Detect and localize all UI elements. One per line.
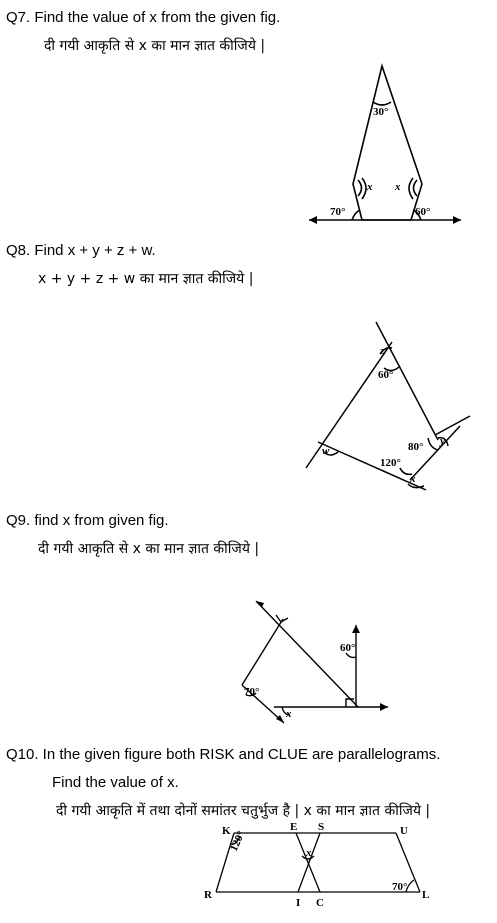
q8-label-80: 80° (408, 441, 424, 453)
q10-label-x: x (306, 847, 312, 859)
q9-label-x: x (286, 708, 292, 720)
q8-line-left (306, 342, 392, 468)
q8-title: Q8. Find x + y + z + w. (6, 242, 156, 259)
q9-arrow-top (352, 625, 360, 633)
q7-label-x-left: x (367, 181, 373, 193)
q10-subtitle: Find the value of x. (52, 774, 179, 791)
q10-label-U: U (400, 825, 408, 837)
q10-label-120: 120° (227, 829, 248, 854)
q9-line-left (242, 619, 283, 685)
q9-right-angle-bottom (346, 699, 354, 707)
q8-arc-80 (428, 438, 438, 450)
q9-title: Q9. find x from given fig. (6, 512, 169, 529)
q10-title: Q10. In the given figure both RISK and CLUE are parallelograms. (6, 746, 441, 763)
q10-figure (196, 822, 446, 920)
q10-label-R: R (204, 889, 212, 901)
q9-right-angle-top (276, 615, 288, 622)
q7-arc-bl (352, 210, 360, 220)
q9-arrow-right (380, 703, 388, 711)
q7-arc-left-1 (358, 180, 362, 196)
q7-arc-right-2 (409, 178, 413, 199)
q8-line-ext (435, 416, 470, 435)
q10-label-K: K (222, 825, 231, 837)
q7-arrow-right (453, 216, 461, 224)
q7-title: Q7. Find the value of x from the given fig. (6, 9, 281, 26)
q7-label-70: 70° (330, 206, 346, 218)
q8-line-right (376, 322, 438, 440)
q7-figure (305, 60, 465, 230)
q10-label-S: S (318, 821, 325, 833)
q9-hindi: दी गयी आकृति से x का मान ज्ञात कीजिये | (38, 541, 260, 557)
q7-arc-right-1 (414, 180, 418, 196)
q9-label-70: 70° (244, 686, 260, 698)
q10-hindi: दी गयी आकृति में तथा दोनों समांतर चतुर्भुज है | x का मान ज्ञात कीजिये | (56, 803, 431, 819)
q9-line-diag (256, 601, 358, 707)
q8-label-y: y (440, 435, 445, 447)
q9-label-60: 60° (340, 642, 356, 654)
q8-label-z: z (380, 345, 385, 357)
q8-figure (300, 318, 480, 498)
q10-label-70: 70° (392, 881, 408, 893)
q8-label-x: x (410, 473, 416, 485)
q7-hindi: दी गयी आकृति से x का मान ज्ञात कीजिये | (44, 38, 266, 54)
q7-arrow-left (309, 216, 317, 224)
q10-label-L: L (422, 889, 430, 901)
q7-label-60: 60° (415, 206, 431, 218)
q9-figure (236, 595, 396, 730)
q7-label-30: 30° (373, 106, 389, 118)
q8-hindi: x + y + z + w का मान ज्ञात कीजिये | (38, 271, 254, 287)
q8-label-w: w (322, 445, 330, 457)
q8-label-120: 120° (380, 457, 401, 469)
q7-arc-top (373, 102, 391, 105)
q10-label-C: C (316, 897, 324, 909)
q8-label-60: 60° (378, 369, 394, 381)
q7-arc-left-2 (362, 178, 366, 199)
q10-label-E: E (290, 821, 298, 833)
q7-label-x-right: x (395, 181, 401, 193)
q10-label-I: I (296, 897, 301, 909)
